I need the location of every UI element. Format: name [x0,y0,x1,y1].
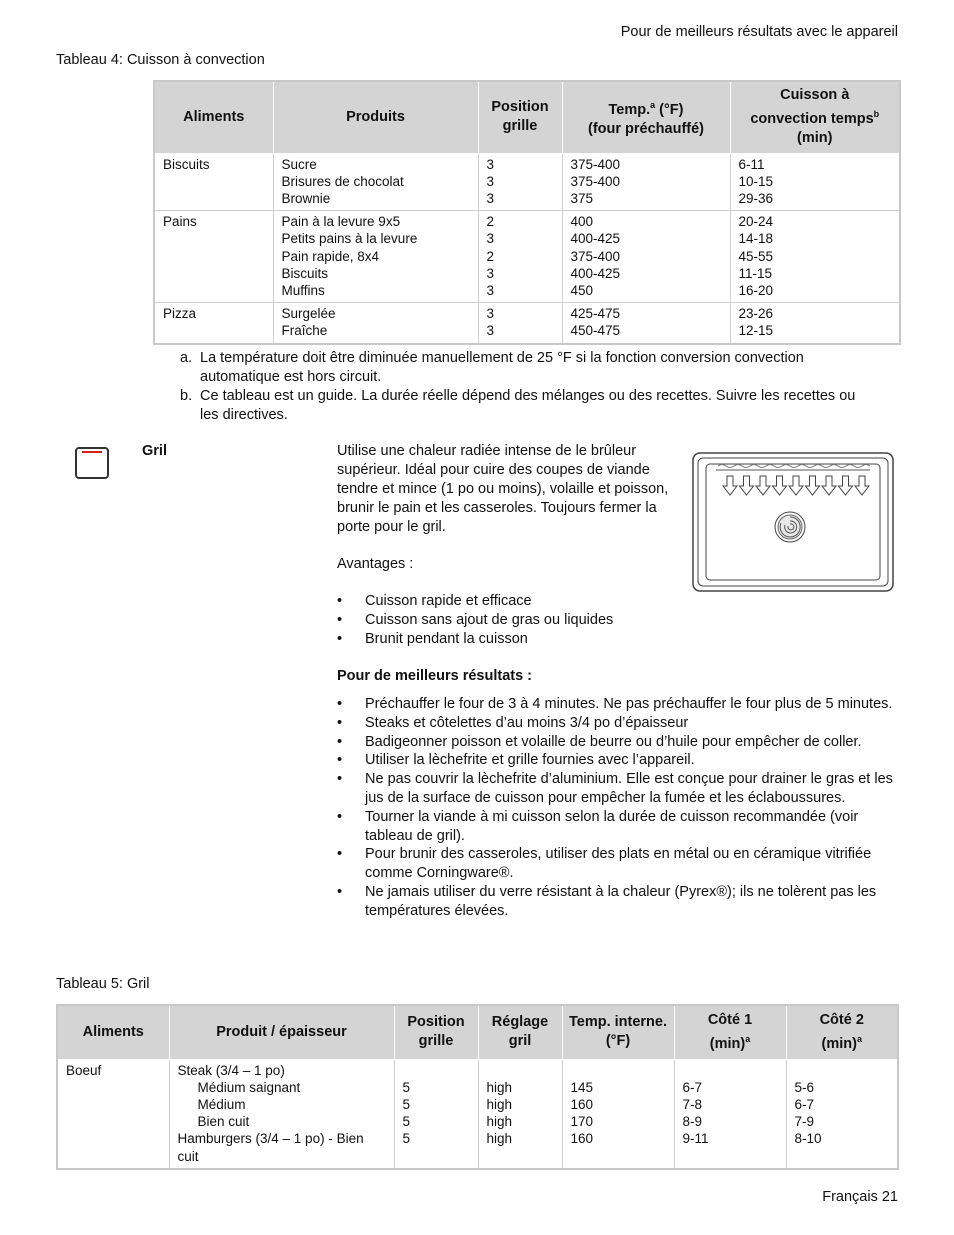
t4-temp-label: Temp. [608,101,651,118]
t5-position-value: 5 [402,1079,411,1095]
t4-temp-footnote: a [650,99,656,110]
best-results-list [337,695,902,921]
heat-arrow [789,476,803,495]
gril-intro: Utilise une chaleur radiée intense de le brûleur supérieur. Idéal pour cuire des coupes de viande tendre et mince (1 po ou moins), volaille et poisson, brunir le pain et les casseroles. Toujours fermer la porte pour le gril. [337,443,669,535]
broil-mode-icon [75,447,109,479]
t4-time-footnote: b [873,109,880,120]
best-result-item [337,883,902,921]
bullet-mark: • [337,714,343,731]
t5-reglage-value: high [486,1114,513,1130]
t4-produits-value: Fraîche [281,323,328,339]
t4-position-value: 3 [486,231,495,247]
t4-time-value: 10-15 [738,173,774,189]
t5-spacer [795,1062,890,1079]
t5-temp-value: 160 [570,1096,594,1112]
t4-produits-value: Surgelée [281,306,336,322]
t5-position-value: 5 [402,1096,411,1112]
t4-cell-temp [562,153,730,211]
t5-temp-value: 145 [570,1079,594,1095]
t4-time-value: 11-15 [738,265,773,281]
t4-header-temp [562,81,730,153]
t5-produit: Bien cuit [197,1114,250,1130]
t4-cell-position [478,211,562,303]
t5-cote1-label: Côté 1 [707,1011,753,1028]
note-a-marker: a. [180,350,193,366]
t4-produits-value: Pain à la levure 9x5 [281,214,401,230]
t4-temp-unit: (°F) [655,101,684,118]
t5-header-aliments: Aliments [57,1005,169,1059]
t4-cell-produits [273,153,478,211]
t5-produit: Steak (3/4 – 1 po) [177,1062,285,1078]
t5-cote2-value: 5-6 [794,1079,815,1095]
t5-produit: Médium saignant [197,1079,301,1095]
t5-cell-cote1 [674,1059,786,1169]
t5-row-boeuf [57,1059,898,1169]
t4-header-time [730,81,900,153]
bullet-mark: • [337,593,343,609]
best-result-item [337,808,902,846]
t4-time-value: 12-15 [738,323,774,339]
best-result-item-text: Pour brunir des casseroles, utiliser des plats en métal ou en céramique vitrifiée comme Corningware®. [365,846,872,882]
t4-cell-aliment [154,153,273,211]
t5-cell-position [394,1059,478,1169]
best-result-item [337,733,902,752]
bullet-mark: • [337,883,343,900]
t4-header-position: Position grille [478,81,562,153]
t4-cell-temp [562,211,730,303]
running-header: Pour de meilleurs résultats avec le appareil [620,24,898,40]
t5-reglage-value: high [486,1079,513,1095]
t5-spacer [683,1062,778,1079]
t4-time-value: 23-26 [738,306,774,322]
t4-time-value: 20-24 [738,214,774,230]
bullet-mark: • [337,611,343,628]
heat-arrow [740,476,754,495]
note-b-marker: b. [180,388,193,404]
t5-cote2-value: 6-7 [794,1096,815,1112]
best-result-item-text: Badigeonner poisson et volaille de beurre ou d’huile pour empêcher de coller. [365,733,862,750]
t5-header-temp: Temp. interne. (°F) [562,1005,674,1059]
bullet-mark: • [337,733,343,750]
advantage-item-text: Cuisson sans ajout de gras ou liquides [365,611,614,628]
t4-time-line3: (min) [797,130,833,147]
note-b [180,387,870,425]
table5-caption: Tableau 5: Gril [56,976,150,992]
t5-cote1-footnote: a [745,1033,751,1044]
advantages-list [337,592,902,648]
advantage-item-text: Cuisson rapide et efficace [365,593,532,609]
t4-temp-value: 375-400 [570,156,621,172]
heat-arrow [822,476,836,495]
t5-header-cote1 [674,1005,786,1059]
best-result-item-text: Utiliser la lèchefrite et grille fournies avec l’appareil. [365,752,695,769]
t4-produits-value: Brownie [281,190,331,206]
best-result-item-text: Steaks et côtelettes d’au moins 3/4 po d’épaisseur [365,714,689,731]
t4-time-value: 45-55 [738,248,774,264]
t4-aliment: Pizza [163,306,197,322]
t4-position-value: 2 [486,248,495,264]
t4-temp-value: 425-475 [570,306,621,322]
heat-arrow [723,476,737,495]
t5-cote1-value: 9-11 [682,1131,709,1147]
t5-cote2-value: 8-10 [794,1131,822,1147]
advantages-title: Avantages : [337,556,414,572]
t5-temp-value: 170 [570,1114,594,1130]
t5-header-produit: Produit / épaisseur [169,1005,394,1059]
t4-time-line1: Cuisson à [780,87,850,104]
t4-cell-time [730,211,900,303]
t4-produits-value: Sucre [281,156,317,172]
best-result-item-text: Tourner la viande à mi cuisson selon la durée de cuisson recommandée (voir tableau de gril). [365,808,859,844]
t5-cote2-label: Côté 2 [819,1011,864,1028]
t4-cell-produits [273,303,478,344]
t4-header-produits: Produits [273,81,478,153]
t5-temp-value: 160 [570,1131,594,1147]
t5-header-cote2 [786,1005,898,1059]
t4-produits-value: Pain rapide, 8x4 [281,248,380,264]
heat-arrow [806,476,820,495]
t5-cote1-unit: (min) [709,1035,746,1052]
t5-cote1-value: 7-8 [682,1096,703,1112]
t4-header-aliments: Aliments [154,81,273,153]
t5-cell-temp [562,1059,674,1169]
t4-cell-time [730,153,900,211]
t5-produit: Hamburgers (3/4 – 1 po) - Bien cuit [177,1131,364,1164]
t4-position-value: 3 [486,156,495,172]
bullet-mark: • [337,771,343,788]
t4-temp-value: 400 [570,214,594,230]
table4-convection [153,80,901,345]
bullet-mark: • [337,752,343,769]
best-result-item [337,845,902,883]
t4-time-value: 14-18 [738,231,774,247]
best-result-item [337,714,902,733]
best-result-item [337,770,902,808]
t4-temp-value: 400-425 [570,265,621,281]
t5-cell-produits [169,1059,394,1169]
advantage-item [337,592,902,611]
best-results-title: Pour de meilleurs résultats : [337,668,533,684]
t4-temp-value: 400-425 [570,231,621,247]
t5-spacer [571,1062,666,1079]
heat-arrow [756,476,770,495]
best-result-item-text: Ne jamais utiliser du verre résistant à la chaleur (Pyrex®); ils ne tolèrent pas les températures élevées. [365,883,877,919]
t4-aliment: Biscuits [163,156,210,172]
t4-cell-produits [273,211,478,303]
page-number: Français 21 [822,1189,898,1205]
heat-arrow [855,476,869,495]
best-result-item-text: Préchauffer le four de 3 à 4 minutes. Ne pas préchauffer le four plus de 5 minutes. [365,696,893,712]
note-a-text: La température doit être diminuée manuellement de 25 °F si la fonction conversion convection automatique est hors circuit. [200,350,804,385]
table4-caption: Tableau 4: Cuisson à convection [56,52,265,68]
t4-position-value: 2 [486,214,495,230]
t5-position-value: 5 [402,1131,411,1147]
gril-heading: Gril [142,443,167,459]
t4-produits-value: Brisures de chocolat [281,173,404,189]
table5-gril [56,1004,899,1170]
t5-reglage-value: high [486,1131,513,1147]
t4-temp-sub: (four préchauffé) [588,120,704,137]
t5-cell-reglage [478,1059,562,1169]
t4-temp-value: 375 [570,190,594,206]
t5-cell-cote2 [786,1059,898,1169]
t4-cell-temp [562,303,730,344]
t4-position-value: 3 [486,173,495,189]
t4-time-value: 6-11 [738,156,765,172]
bullet-mark: • [337,846,343,863]
t4-time-value: 16-20 [738,282,774,298]
t4-position-value: 3 [486,323,495,339]
t4-temp-value: 450 [570,282,594,298]
t4-temp-value: 375-400 [570,248,621,264]
t5-spacer [403,1062,470,1079]
advantage-item [337,630,902,649]
t5-position-value: 5 [402,1114,411,1130]
best-result-item-text: Ne pas couvrir la lèchefrite d’aluminium. Elle est conçue pour drainer le gras et les jus de la surface de cuisson pour empêcher la fumée et les éclaboussures. [365,771,893,806]
t4-cell-aliment [154,303,273,344]
heat-arrow [839,476,853,495]
t4-cell-aliment [154,211,273,303]
advantage-item-text: Brunit pendant la cuisson [365,630,528,647]
t4-position-value: 3 [486,306,495,322]
t4-position-value: 3 [486,190,495,206]
t5-cote1-value: 6-7 [682,1079,703,1095]
heat-arrow [773,476,787,495]
best-result-item [337,751,902,770]
t5-reglage-value: high [486,1096,513,1112]
t4-row [154,153,900,211]
bullet-mark: • [337,696,343,712]
t4-row [154,303,900,344]
t5-spacer [487,1062,554,1079]
t4-produits-value: Biscuits [281,265,329,281]
t4-produits-value: Muffins [281,282,325,298]
advantage-item [337,611,902,630]
t4-cell-position [478,153,562,211]
t4-temp-value: 450-475 [570,323,621,339]
t4-temp-value: 375-400 [570,173,621,189]
note-b-text: Ce tableau est un guide. La durée réelle dépend des mélanges ou des recettes. Suivre les recettes ou les directives. [200,388,856,423]
t5-produit: Médium [197,1096,246,1112]
t4-produits-value: Petits pains à la levure [281,231,418,247]
t5-header-position: Position grille [394,1005,478,1059]
t4-position-value: 3 [486,265,495,281]
bullet-mark: • [337,808,343,825]
t5-header-reglage: Réglage gril [478,1005,562,1059]
t5-cote2-value: 7-9 [794,1114,815,1130]
t4-time-line2: convection temps [750,111,874,128]
t4-time-value: 29-36 [738,190,774,206]
best-result-item [337,695,902,714]
t5-cote2-unit: (min) [821,1035,857,1052]
t4-position-value: 3 [486,282,495,298]
t4-aliment: Pains [163,214,197,230]
t5-cote2-footnote: a [856,1033,862,1044]
t5-cote1-value: 8-9 [682,1114,703,1130]
note-a [180,349,870,387]
t4-cell-position [478,303,562,344]
t4-cell-time [730,303,900,344]
t4-row [154,211,900,303]
bullet-mark: • [337,630,343,647]
table4-notes [180,349,870,425]
oven-broil-illustration [692,452,894,592]
t5-cell-aliment: Boeuf [57,1059,169,1169]
